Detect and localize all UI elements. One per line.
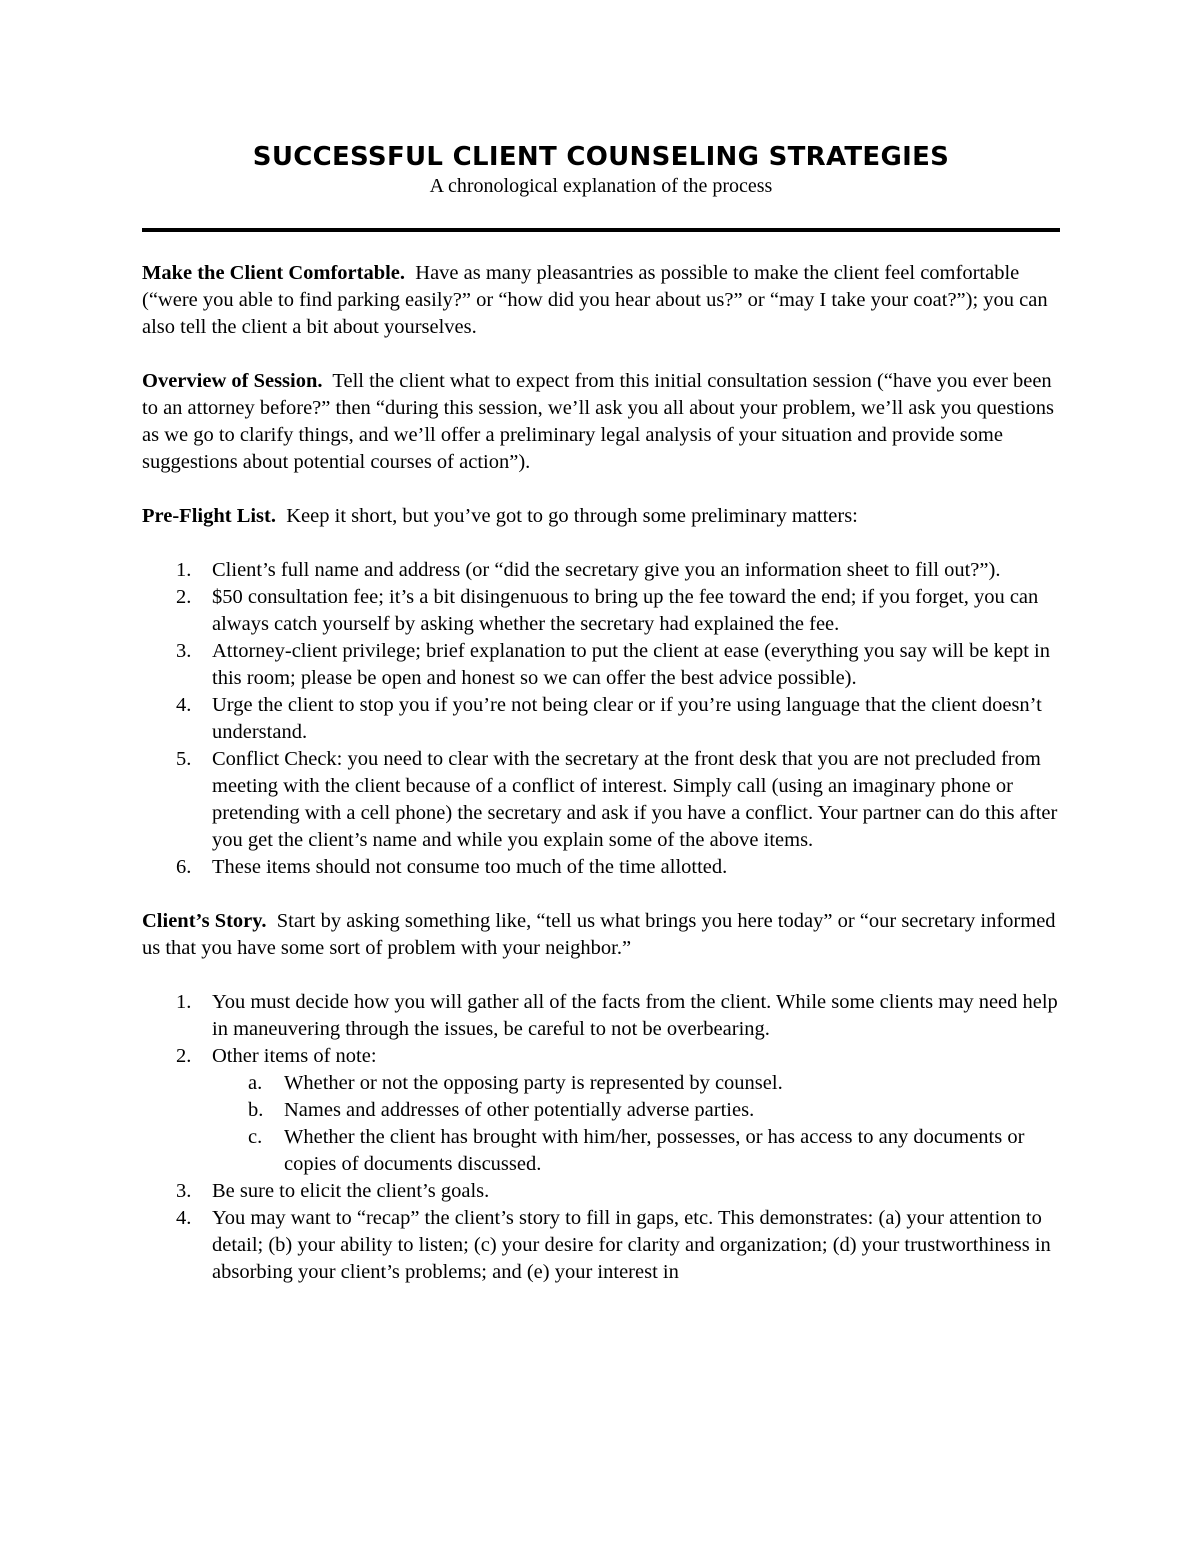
sub-list-letter: c. (248, 1126, 263, 1148)
pre-flight-list (142, 557, 1060, 881)
list-item (142, 692, 1060, 746)
title-divider (142, 228, 1060, 232)
list-item-text: $50 consultation fee; it’s a bit disingenuous to bring up the fee toward the end; if you forget, you can always catch yourself by asking whether the secretary had explained the fee. (212, 586, 1039, 635)
list-item-text: You must decide how you will gather all of the facts from the client. While some clients may need help in maneuvering through the issues, be careful to not be overbearing. (212, 991, 1058, 1040)
page-title: SUCCESSFUL CLIENT COUNSELING STRATEGIES (252, 142, 950, 172)
list-item-text: Other items of note: (212, 1045, 377, 1067)
list-item (142, 1178, 1060, 1205)
list-number: 6. (176, 856, 192, 878)
list-item (142, 1043, 1060, 1178)
list-number: 5. (176, 748, 192, 770)
sub-list-item-text: Whether the client has brought with him/her, possesses, or has access to any documents or copies of documents discussed. (284, 1126, 1025, 1175)
list-number: 3. (176, 1180, 192, 1202)
sub-list-item (212, 1124, 1060, 1178)
sub-list-item (212, 1097, 1060, 1124)
list-item (142, 1205, 1060, 1286)
list-item (142, 854, 1060, 881)
list-number: 2. (176, 1045, 192, 1067)
list-item-text: You may want to “recap” the client’s story to fill in gaps, etc. This demonstrates: (a) your attention to detail; (b) your ability to listen; (c) your desire for clarity and organization; (d) your trustworthiness in absorbing your client’s problems; and (e) your interest in (212, 1207, 1051, 1283)
list-item (142, 989, 1060, 1043)
list-item (142, 746, 1060, 854)
section-heading: Pre-Flight List. (142, 505, 276, 527)
list-number: 4. (176, 1207, 192, 1229)
list-item-text: Attorney-client privilege; brief explanation to put the client at ease (everything you say will be kept in this room; please be open and honest so we can offer the best advice possible). (212, 640, 1050, 689)
list-item (142, 638, 1060, 692)
list-item-text: Conflict Check: you need to clear with the secretary at the front desk that you are not precluded from meeting with the client because of a conflict of interest. Simply call (using an imaginary phone or pretending with a cell phone) the secretary and ask if you have a conflict. Your partner can do this after you get the client’s name and while you explain some of the above items. (212, 748, 1058, 851)
list-item (142, 557, 1060, 584)
sub-list-letter: b. (248, 1099, 264, 1121)
section-make-client-comfortable (142, 260, 1060, 341)
section-heading: Client’s Story. (142, 910, 267, 932)
section-pre-flight-list (142, 503, 1060, 530)
sub-list-item-text: Names and addresses of other potentially adverse parties. (284, 1099, 755, 1121)
section-text: Start by asking something like, “tell us what brings you here today” or “our secretary informed us that you have some sort of problem with your neighbor.” (142, 910, 1056, 959)
list-item-text: Be sure to elicit the client’s goals. (212, 1180, 490, 1202)
section-clients-story (142, 908, 1060, 962)
section-text: Keep it short, but you’ve got to go through some preliminary matters: (286, 505, 858, 527)
document-page (142, 140, 1060, 1313)
list-number: 1. (176, 559, 192, 581)
list-item (142, 584, 1060, 638)
section-overview-of-session (142, 368, 1060, 476)
section-text: Have as many pleasantries as possible to make the client feel comfortable (“were you able to find parking easily?” or “how did you hear about us?” or “may I take your coat?”); you can also tell the client a bit about yourselves. (142, 262, 1048, 338)
list-number: 3. (176, 640, 192, 662)
sub-list-letter: a. (248, 1072, 263, 1094)
page-subtitle: A chronological explanation of the process (429, 175, 773, 197)
list-number: 4. (176, 694, 192, 716)
list-number: 1. (176, 991, 192, 1013)
clients-story-list (142, 989, 1060, 1286)
sub-list-item (212, 1070, 1060, 1097)
list-item-text: These items should not consume too much of the time allotted. (212, 856, 728, 878)
list-item-text: Urge the client to stop you if you’re not being clear or if you’re using language that the client doesn’t understand. (212, 694, 1042, 743)
section-text: Tell the client what to expect from this initial consultation session (“have you ever been to an attorney before?” then “during this session, we’ll ask you all about your problem, we’ll ask you questions as we go to clarify things, and we’ll offer a preliminary legal analysis of your situation and provide some suggestions about potential courses of action”). (142, 370, 1055, 473)
sub-list-item-text: Whether or not the opposing party is represented by counsel. (284, 1072, 783, 1094)
section-heading: Overview of Session. (142, 370, 323, 392)
sub-list (212, 1070, 1060, 1178)
list-item-text: Client’s full name and address (or “did the secretary give you an information sheet to fill out?”). (212, 559, 1001, 581)
list-number: 2. (176, 586, 192, 608)
section-heading: Make the Client Comfortable. (142, 262, 406, 284)
